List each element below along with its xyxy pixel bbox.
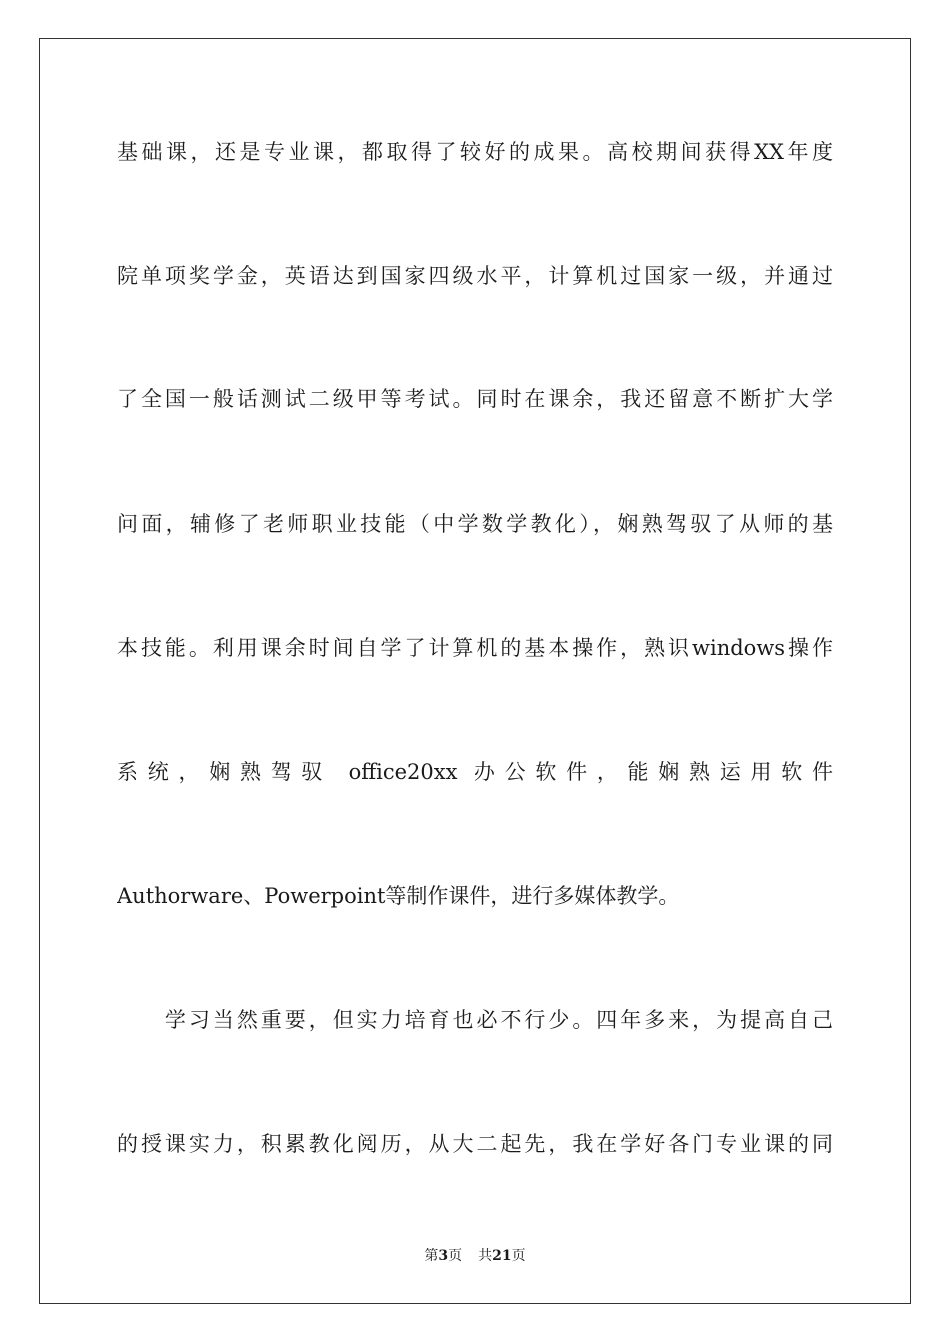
body-text-line-9: 的授课实力，积累教化阅历，从大二起先，我在学好各门专业课的同: [117, 1132, 833, 1156]
body-text-line-5: 本技能。利用课余时间自学了计算机的基本操作，熟识windows操作: [117, 636, 833, 660]
footer-page-suffix: 页: [448, 1248, 463, 1264]
body-text-line-4: 问面，辅修了老师职业技能（中学数学教化），娴熟驾驭了从师的基: [117, 512, 833, 536]
body-text-line-6: 系统，娴熟驾驭 office20xx 办公软件，能娴熟运用软件: [117, 760, 833, 784]
footer-total-suffix: 页: [511, 1248, 526, 1264]
page-footer: [0, 1246, 950, 1266]
page-border: [39, 38, 911, 1304]
body-text-line-8: 学习当然重要，但实力培育也必不行少。四年多来，为提高自己: [117, 1008, 833, 1032]
footer-total-pages: 21: [492, 1248, 512, 1264]
body-text-line-1: 基础课，还是专业课，都取得了较好的成果。高校期间获得XX年度: [117, 140, 833, 164]
footer-page-prefix: 第: [424, 1248, 439, 1264]
footer-page-number: 3: [438, 1248, 449, 1264]
footer-total-prefix: 共: [478, 1248, 493, 1264]
body-text-line-7: Authorware、Powerpoint等制作课件，进行多媒体教学。: [117, 884, 680, 908]
body-text-line-3: 了全国一般话测试二级甲等考试。同时在课余，我还留意不断扩大学: [117, 387, 833, 411]
body-text-line-2: 院单项奖学金，英语达到国家四级水平，计算机过国家一级，并通过: [117, 264, 833, 288]
